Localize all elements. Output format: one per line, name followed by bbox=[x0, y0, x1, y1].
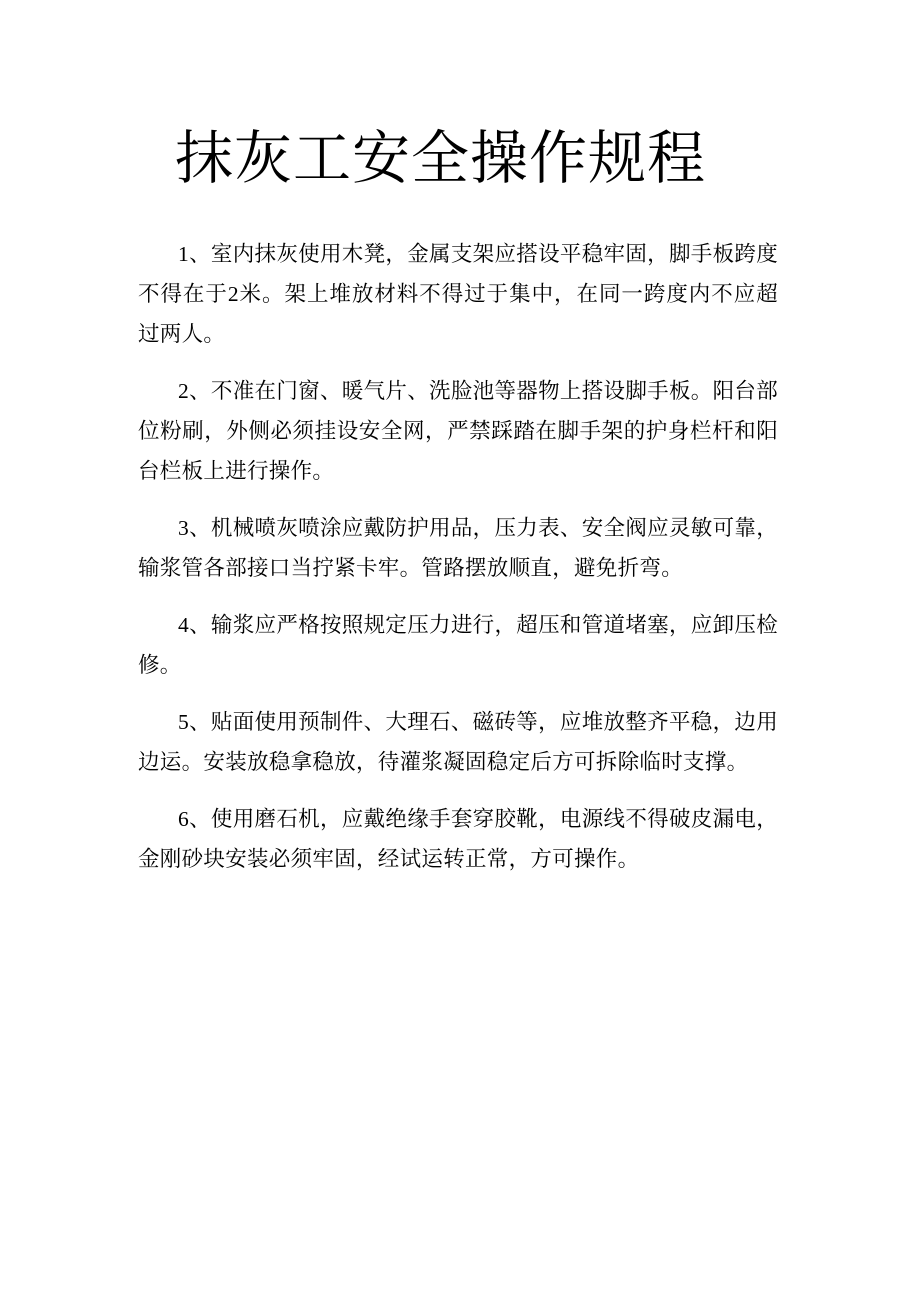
document-title: 抹灰工安全操作规程 bbox=[175, 124, 707, 192]
document-body bbox=[138, 234, 778, 896]
paragraph-2: 2、不准在门窗、暖气片、洗脸池等器物上搭设脚手板。阳台部位粉刷，外侧必须挂设安全网，严禁踩踏在脚手架的护身栏杆和阳台栏板上进行操作。 bbox=[138, 379, 778, 483]
paragraph-4: 4、输浆应严格按照规定压力进行，超压和管道堵塞，应卸压检修。 bbox=[138, 613, 778, 677]
paragraph-6: 6、使用磨石机，应戴绝缘手套穿胶靴，电源线不得破皮漏电，金刚砂块安装必须牢固，经试运转正常，方可操作。 bbox=[138, 807, 778, 871]
paragraph-5: 5、贴面使用预制件、大理石、磁砖等，应堆放整齐平稳，边用边运。安装放稳拿稳放，待灌浆凝固稳定后方可拆除临时支撑。 bbox=[138, 710, 778, 774]
paragraph-3: 3、机械喷灰喷涂应戴防护用品，压力表、安全阀应灵敏可靠，输浆管各部接口当拧紧卡牢。管路摆放顺直，避免折弯。 bbox=[138, 516, 778, 580]
paragraph-1: 1、室内抹灰使用木凳，金属支架应搭设平稳牢固，脚手板跨度不得在于2米。架上堆放材料不得过于集中，在同一跨度内不应超过两人。 bbox=[138, 242, 778, 346]
